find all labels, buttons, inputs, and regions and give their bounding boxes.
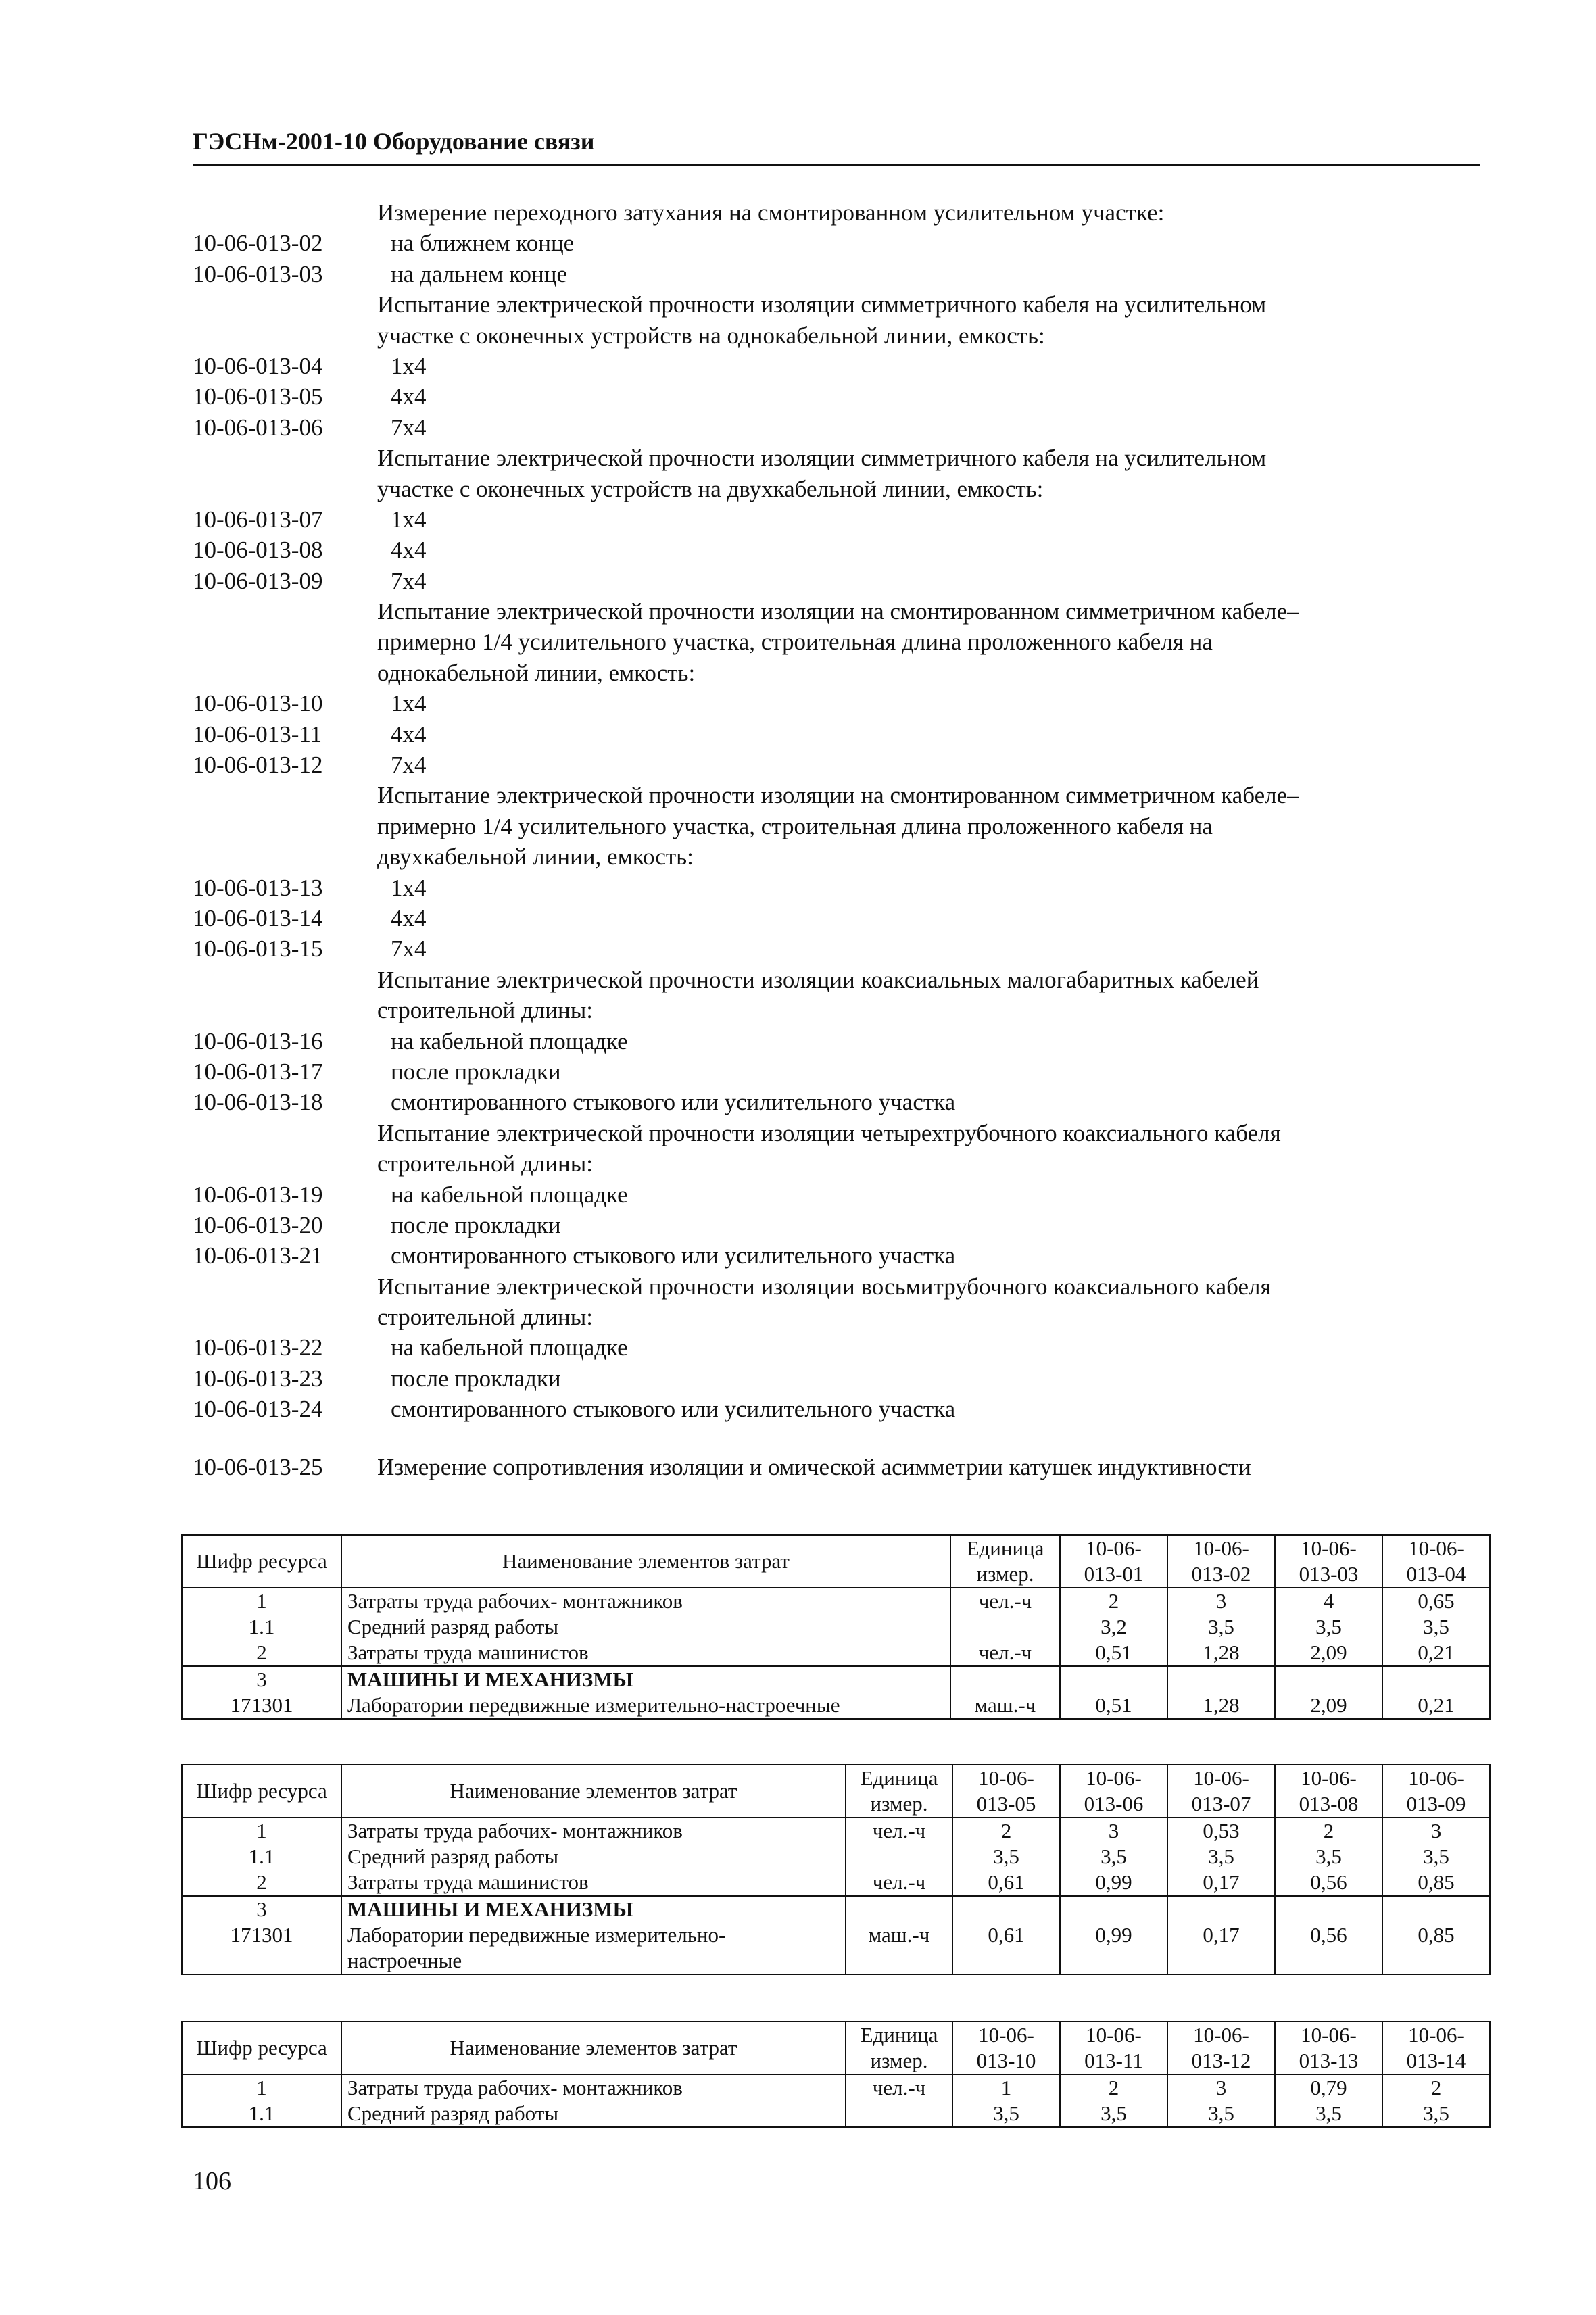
code-part-2: 013-03 <box>1299 1562 1359 1586</box>
section-heading: двухкабельной линии, емкость: <box>377 844 694 871</box>
work-item-code: 10-06-013-18 <box>193 1089 323 1116</box>
unit-header-line1: Единица <box>860 2023 938 2047</box>
code-part-2: 013-08 <box>1299 1792 1359 1816</box>
resource-name-cell: Затраты труда рабочих- монтажников <box>341 1818 846 1844</box>
value-cell <box>1275 1666 1382 1692</box>
work-item-label: на ближнем конце <box>391 230 575 257</box>
work-item-code: 10-06-013-23 <box>193 1365 323 1392</box>
value-cell: 0,79 <box>1275 2074 1382 2101</box>
unit-header-line1: Единица <box>860 1766 938 1790</box>
resource-name-cell: Средний разряд работы <box>341 1844 846 1870</box>
section-heading-row <box>193 1452 1480 1482</box>
value-cell: 4 <box>1275 1588 1382 1614</box>
work-item-label: 4х4 <box>391 383 427 410</box>
value-cell: 0,17 <box>1167 1922 1275 1974</box>
work-item-label: смонтированного стыкового или усилительного участка <box>391 1089 956 1116</box>
value-cell: 0,17 <box>1167 1870 1275 1896</box>
work-item-row <box>193 1087 1480 1117</box>
section-heading: Испытание электрической прочности изоляции восьмитрубочного коаксиального кабеля <box>377 1273 1272 1300</box>
value-cell: 1 <box>952 2074 1060 2101</box>
work-item-code: 10-06-013-24 <box>193 1396 323 1423</box>
value-cell <box>1060 1666 1167 1692</box>
code-part-2: 013-11 <box>1084 2049 1143 2072</box>
resource-code-cell: 1.1 <box>182 1614 341 1640</box>
work-item-row <box>193 228 1480 258</box>
work-item-row <box>193 412 1480 443</box>
column-header-resource: Шифр ресурса <box>182 1765 341 1818</box>
work-item-code: 10-06-013-10 <box>193 690 323 717</box>
table-row <box>182 2074 1490 2101</box>
resource-name-cell: Средний разряд работы <box>341 1614 950 1640</box>
code-part-2: 013-07 <box>1191 1792 1251 1816</box>
value-cell: 3,5 <box>952 1844 1060 1870</box>
value-cell: 3,2 <box>1060 1614 1167 1640</box>
code-part-2: 013-12 <box>1191 2049 1251 2072</box>
work-item-row <box>193 566 1480 596</box>
page-header-title: ГЭСНм-2001-10 Оборудование связи <box>193 128 595 155</box>
value-cell: 0,99 <box>1060 1922 1167 1974</box>
code-part-1: 10-06- <box>1301 1536 1357 1560</box>
column-header-code <box>1275 1765 1382 1818</box>
section-heading: Измерение переходного затухания на смонтированном усилительном участке: <box>377 199 1165 226</box>
code-part-2: 013-02 <box>1191 1562 1251 1586</box>
work-item-label: смонтированного стыкового или усилительного участка <box>391 1396 956 1423</box>
column-header-code <box>1167 1535 1275 1588</box>
section-heading-row <box>193 320 1480 351</box>
section-heading-row <box>193 658 1480 688</box>
column-header-unit <box>950 1535 1060 1588</box>
table-row <box>182 1896 1490 1922</box>
resource-name-cell: Лаборатории передвижные измерительно-настроечные <box>341 1692 950 1719</box>
section-heading: Испытание электрической прочности изоляции четырехтрубочного коаксиального кабеля <box>377 1119 1281 1146</box>
value-cell: 0,61 <box>952 1870 1060 1896</box>
work-item-label: после прокладки <box>391 1365 561 1392</box>
value-cell: 1,28 <box>1167 1692 1275 1719</box>
section-heading: строительной длины: <box>377 997 593 1024</box>
work-item-label: на кабельной площадке <box>391 1027 628 1054</box>
work-item-label: 7х4 <box>391 752 427 779</box>
work-item-label: 7х4 <box>391 414 427 441</box>
value-cell: 0,56 <box>1275 1870 1382 1896</box>
section-heading: Испытание электрической прочности изоляции симметричного кабеля на усилительном <box>377 291 1267 318</box>
code-part-2: 013-14 <box>1406 2049 1466 2072</box>
section-heading-row <box>193 289 1480 320</box>
section-heading-row <box>193 627 1480 657</box>
column-header-name: Наименование элементов затрат <box>341 1535 950 1588</box>
work-item-row <box>193 903 1480 933</box>
code-part-1: 10-06- <box>1193 2023 1249 2047</box>
section-heading: участке с оконечных устройств на однокабельной линии, емкость: <box>377 322 1045 349</box>
resource-table <box>181 1534 1491 1720</box>
work-item-row <box>193 1240 1480 1271</box>
code-part-1: 10-06- <box>978 1766 1034 1790</box>
table-row <box>182 1640 1490 1666</box>
work-item-label: 1х4 <box>391 506 427 533</box>
value-cell: 3,5 <box>1382 2101 1490 2127</box>
code-part-1: 10-06- <box>1408 2023 1464 2047</box>
work-items-list <box>193 197 1480 1482</box>
work-item-code: 10-06-013-17 <box>193 1058 323 1085</box>
code-part-2: 013-10 <box>976 2049 1036 2072</box>
section-heading-row <box>193 197 1480 228</box>
column-header-code <box>1382 1535 1490 1588</box>
work-item-label: 1х4 <box>391 352 427 379</box>
work-item-row <box>193 504 1480 535</box>
section-heading-row <box>193 842 1480 872</box>
section-heading-row <box>193 1271 1480 1302</box>
column-header-resource: Шифр ресурса <box>182 1535 341 1588</box>
code-part-1: 10-06- <box>978 2023 1034 2047</box>
section-heading: Испытание электрической прочности изоляции коаксиальных малогабаритных кабелей <box>377 966 1259 993</box>
value-cell: 0,61 <box>952 1922 1060 1974</box>
unit-cell: чел.-ч <box>846 1870 952 1896</box>
column-header-code <box>1382 2022 1490 2074</box>
column-header-unit <box>846 2022 952 2074</box>
table-row <box>182 1818 1490 1844</box>
table-row <box>182 1588 1490 1614</box>
resource-name-cell: МАШИНЫ И МЕХАНИЗМЫ <box>341 1896 846 1922</box>
work-item-row <box>193 1026 1480 1056</box>
value-cell: 0,85 <box>1382 1870 1490 1896</box>
section-heading-row <box>193 1148 1480 1179</box>
section-heading: Измерение сопротивления изоляции и омической асимметрии катушек индуктивности <box>377 1453 1251 1480</box>
column-header-resource: Шифр ресурса <box>182 2022 341 2074</box>
work-item-code: 10-06-013-16 <box>193 1027 323 1054</box>
value-cell: 0,53 <box>1167 1818 1275 1844</box>
work-item-label: 7х4 <box>391 935 427 962</box>
resource-code-cell: 1.1 <box>182 2101 341 2127</box>
value-cell: 3,5 <box>1382 1844 1490 1870</box>
work-item-row <box>193 1056 1480 1087</box>
unit-cell: маш.-ч <box>950 1692 1060 1719</box>
work-item-label: на кабельной площадке <box>391 1334 628 1361</box>
unit-cell <box>846 1844 952 1870</box>
column-header-code <box>1275 2022 1382 2074</box>
section-heading-row <box>193 474 1480 504</box>
work-item-row <box>193 1363 1480 1394</box>
work-item-code: 10-06-013-03 <box>193 260 323 287</box>
unit-header-line2: измер. <box>870 2049 928 2072</box>
value-cell: 0,51 <box>1060 1640 1167 1666</box>
value-cell: 2 <box>1060 1588 1167 1614</box>
work-item-code: 10-06-013-13 <box>193 874 323 901</box>
value-cell: 3,5 <box>1275 1614 1382 1640</box>
work-item-row <box>193 719 1480 750</box>
work-item-code: 10-06-013-21 <box>193 1242 323 1269</box>
table-header-row <box>182 2022 1490 2074</box>
value-cell <box>1060 1896 1167 1922</box>
section-heading: строительной длины: <box>377 1304 593 1331</box>
resource-name-cell: Затраты труда рабочих- монтажников <box>341 2074 846 2101</box>
resource-name-cell: МАШИНЫ И МЕХАНИЗМЫ <box>341 1666 950 1692</box>
value-cell: 3,5 <box>1275 1844 1382 1870</box>
value-cell: 0,56 <box>1275 1922 1382 1974</box>
value-cell: 2 <box>1382 2074 1490 2101</box>
unit-cell: чел.-ч <box>846 1818 952 1844</box>
value-cell: 3,5 <box>1382 1614 1490 1640</box>
value-cell <box>1382 1896 1490 1922</box>
work-item-label: 7х4 <box>391 567 427 594</box>
work-item-label: смонтированного стыкового или усилительного участка <box>391 1242 956 1269</box>
work-item-code: 10-06-013-08 <box>193 537 323 564</box>
value-cell: 2,09 <box>1275 1640 1382 1666</box>
unit-cell: чел.-ч <box>950 1588 1060 1614</box>
table-row <box>182 2101 1490 2127</box>
code-part-1: 10-06- <box>1193 1766 1249 1790</box>
section-heading: однокабельной линии, емкость: <box>377 659 696 686</box>
table-header-row <box>182 1765 1490 1818</box>
column-header-code <box>1060 1765 1167 1818</box>
unit-cell <box>846 1896 952 1922</box>
unit-header-line1: Единица <box>966 1536 1044 1560</box>
section-heading: примерно 1/4 усилительного участка, строительная длина проложенного кабеля на <box>377 629 1213 656</box>
unit-cell <box>846 2101 952 2127</box>
section-heading: Испытание электрической прочности изоляции симметричного кабеля на усилительном <box>377 445 1267 472</box>
table-row <box>182 1666 1490 1692</box>
value-cell: 1,28 <box>1167 1640 1275 1666</box>
section-heading: строительной длины: <box>377 1150 593 1177</box>
column-header-unit <box>846 1765 952 1818</box>
section-heading: участке с оконечных устройств на двухкабельной линии, емкость: <box>377 475 1044 502</box>
value-cell: 3 <box>1167 2074 1275 2101</box>
code-part-2: 013-09 <box>1406 1792 1466 1816</box>
work-item-code: 10-06-013-11 <box>193 721 322 748</box>
unit-cell <box>950 1614 1060 1640</box>
work-item-row <box>193 1394 1480 1424</box>
work-item-label: на дальнем конце <box>391 260 567 287</box>
work-item-row <box>193 688 1480 718</box>
work-item-code: 10-06-013-09 <box>193 567 323 594</box>
value-cell: 3,5 <box>952 2101 1060 2127</box>
value-cell: 3,5 <box>1167 1844 1275 1870</box>
resource-name-cell: Затраты труда машинистов <box>341 1870 846 1896</box>
column-header-code <box>1275 1535 1382 1588</box>
value-cell: 2 <box>952 1818 1060 1844</box>
work-item-label: после прокладки <box>391 1058 561 1085</box>
value-cell: 3,5 <box>1060 2101 1167 2127</box>
work-item-row <box>193 259 1480 289</box>
work-item-code: 10-06-013-02 <box>193 230 323 257</box>
column-header-code <box>1060 1535 1167 1588</box>
table-header-row <box>182 1535 1490 1588</box>
code-part-1: 10-06- <box>1086 1766 1142 1790</box>
work-item-code: 10-06-013-25 <box>193 1453 323 1480</box>
section-heading: Испытание электрической прочности изоляции на смонтированном симметричном кабеле– <box>377 782 1299 809</box>
value-cell <box>1167 1896 1275 1922</box>
unit-header-line2: измер. <box>870 1792 928 1816</box>
value-cell: 3 <box>1167 1588 1275 1614</box>
work-item-code: 10-06-013-04 <box>193 352 323 379</box>
code-part-1: 10-06- <box>1408 1536 1464 1560</box>
work-item-row <box>193 1179 1480 1210</box>
value-cell: 3,5 <box>1167 2101 1275 2127</box>
work-item-row <box>193 933 1480 964</box>
code-part-1: 10-06- <box>1193 1536 1249 1560</box>
resource-name-cell: Затраты труда рабочих- монтажников <box>341 1588 950 1614</box>
code-part-1: 10-06- <box>1086 2023 1142 2047</box>
resource-code-cell: 1 <box>182 1588 341 1614</box>
column-header-code <box>952 2022 1060 2074</box>
work-item-code: 10-06-013-05 <box>193 383 323 410</box>
column-header-code <box>1382 1765 1490 1818</box>
table-row <box>182 1922 1490 1974</box>
unit-cell: чел.-ч <box>950 1640 1060 1666</box>
value-cell: 0,65 <box>1382 1588 1490 1614</box>
table-row <box>182 1614 1490 1640</box>
resource-table <box>181 1764 1491 1975</box>
value-cell: 2,09 <box>1275 1692 1382 1719</box>
work-item-label: 4х4 <box>391 904 427 931</box>
resource-code-cell: 2 <box>182 1870 341 1896</box>
section-heading-row <box>193 780 1480 810</box>
value-cell: 3,5 <box>1060 1844 1167 1870</box>
resource-code-cell: 171301 <box>182 1692 341 1719</box>
work-item-label: на кабельной площадке <box>391 1181 628 1208</box>
work-item-code: 10-06-013-07 <box>193 506 323 533</box>
work-item-code: 10-06-013-15 <box>193 935 323 962</box>
value-cell: 0,21 <box>1382 1692 1490 1719</box>
column-header-name: Наименование элементов затрат <box>341 1765 846 1818</box>
value-cell: 0,85 <box>1382 1922 1490 1974</box>
value-cell: 0,51 <box>1060 1692 1167 1719</box>
work-item-row <box>193 750 1480 780</box>
code-part-1: 10-06- <box>1301 2023 1357 2047</box>
work-item-label: 1х4 <box>391 874 427 901</box>
value-cell <box>952 1896 1060 1922</box>
code-part-2: 013-06 <box>1084 1792 1144 1816</box>
value-cell: 2 <box>1275 1818 1382 1844</box>
section-heading: Испытание электрической прочности изоляции на смонтированном симметричном кабеле– <box>377 598 1299 625</box>
value-cell: 2 <box>1060 2074 1167 2101</box>
code-part-2: 013-13 <box>1299 2049 1359 2072</box>
value-cell <box>1275 1896 1382 1922</box>
value-cell <box>1382 1666 1490 1692</box>
unit-cell <box>950 1666 1060 1692</box>
section-heading-row <box>193 1302 1480 1332</box>
code-part-1: 10-06- <box>1301 1766 1357 1790</box>
table-row <box>182 1870 1490 1896</box>
resource-name-cell: Средний разряд работы <box>341 2101 846 2127</box>
unit-cell: маш.-ч <box>846 1922 952 1974</box>
unit-header-line2: измер. <box>976 1562 1034 1586</box>
code-part-1: 10-06- <box>1408 1766 1464 1790</box>
resource-name-cell: Затраты труда машинистов <box>341 1640 950 1666</box>
table-row <box>182 1844 1490 1870</box>
table-row <box>182 1692 1490 1719</box>
column-header-code <box>1167 1765 1275 1818</box>
work-item-row <box>193 381 1480 412</box>
code-part-2: 013-05 <box>976 1792 1036 1816</box>
value-cell: 3,5 <box>1275 2101 1382 2127</box>
unit-cell: чел.-ч <box>846 2074 952 2101</box>
work-item-row <box>193 873 1480 903</box>
column-header-code <box>952 1765 1060 1818</box>
resource-code-cell: 3 <box>182 1666 341 1692</box>
value-cell: 0,99 <box>1060 1870 1167 1896</box>
section-heading-row <box>193 443 1480 473</box>
value-cell: 3 <box>1382 1818 1490 1844</box>
value-cell: 0,21 <box>1382 1640 1490 1666</box>
work-item-row <box>193 1332 1480 1363</box>
value-cell: 3,5 <box>1167 1614 1275 1640</box>
page-number: 106 <box>193 2167 231 2195</box>
work-item-row <box>193 351 1480 381</box>
resource-code-cell: 171301 <box>182 1922 341 1974</box>
work-item-code: 10-06-013-20 <box>193 1211 323 1238</box>
code-part-2: 013-01 <box>1084 1562 1144 1586</box>
resource-table <box>181 2021 1491 2128</box>
column-header-name: Наименование элементов затрат <box>341 2022 846 2074</box>
resource-code-cell: 1.1 <box>182 1844 341 1870</box>
code-part-2: 013-04 <box>1406 1562 1466 1586</box>
resource-code-cell: 3 <box>182 1896 341 1922</box>
work-item-label: 1х4 <box>391 690 427 717</box>
value-cell: 3 <box>1060 1818 1167 1844</box>
section-heading: примерно 1/4 усилительного участка, строительная длина проложенного кабеля на <box>377 812 1213 839</box>
section-heading-row <box>193 811 1480 842</box>
work-item-label: 4х4 <box>391 721 427 748</box>
section-heading-row <box>193 596 1480 627</box>
work-item-code: 10-06-013-06 <box>193 414 323 441</box>
section-heading-row <box>193 1118 1480 1148</box>
column-header-code <box>1167 2022 1275 2074</box>
value-cell <box>1167 1666 1275 1692</box>
resource-code-cell: 1 <box>182 2074 341 2101</box>
resource-code-cell: 1 <box>182 1818 341 1844</box>
header-divider <box>193 164 1480 166</box>
work-item-row <box>193 1210 1480 1240</box>
work-item-label: после прокладки <box>391 1211 561 1238</box>
work-item-label: 4х4 <box>391 537 427 564</box>
work-item-code: 10-06-013-22 <box>193 1334 323 1361</box>
code-part-1: 10-06- <box>1086 1536 1142 1560</box>
resource-code-cell: 2 <box>182 1640 341 1666</box>
work-item-code: 10-06-013-12 <box>193 752 323 779</box>
column-header-code <box>1060 2022 1167 2074</box>
work-item-code: 10-06-013-14 <box>193 904 323 931</box>
work-item-row <box>193 535 1480 565</box>
work-item-code: 10-06-013-19 <box>193 1181 323 1208</box>
section-heading-row <box>193 995 1480 1025</box>
section-heading-row <box>193 965 1480 995</box>
resource-name-cell: Лаборатории передвижные измерительно-настроечные <box>341 1922 846 1974</box>
